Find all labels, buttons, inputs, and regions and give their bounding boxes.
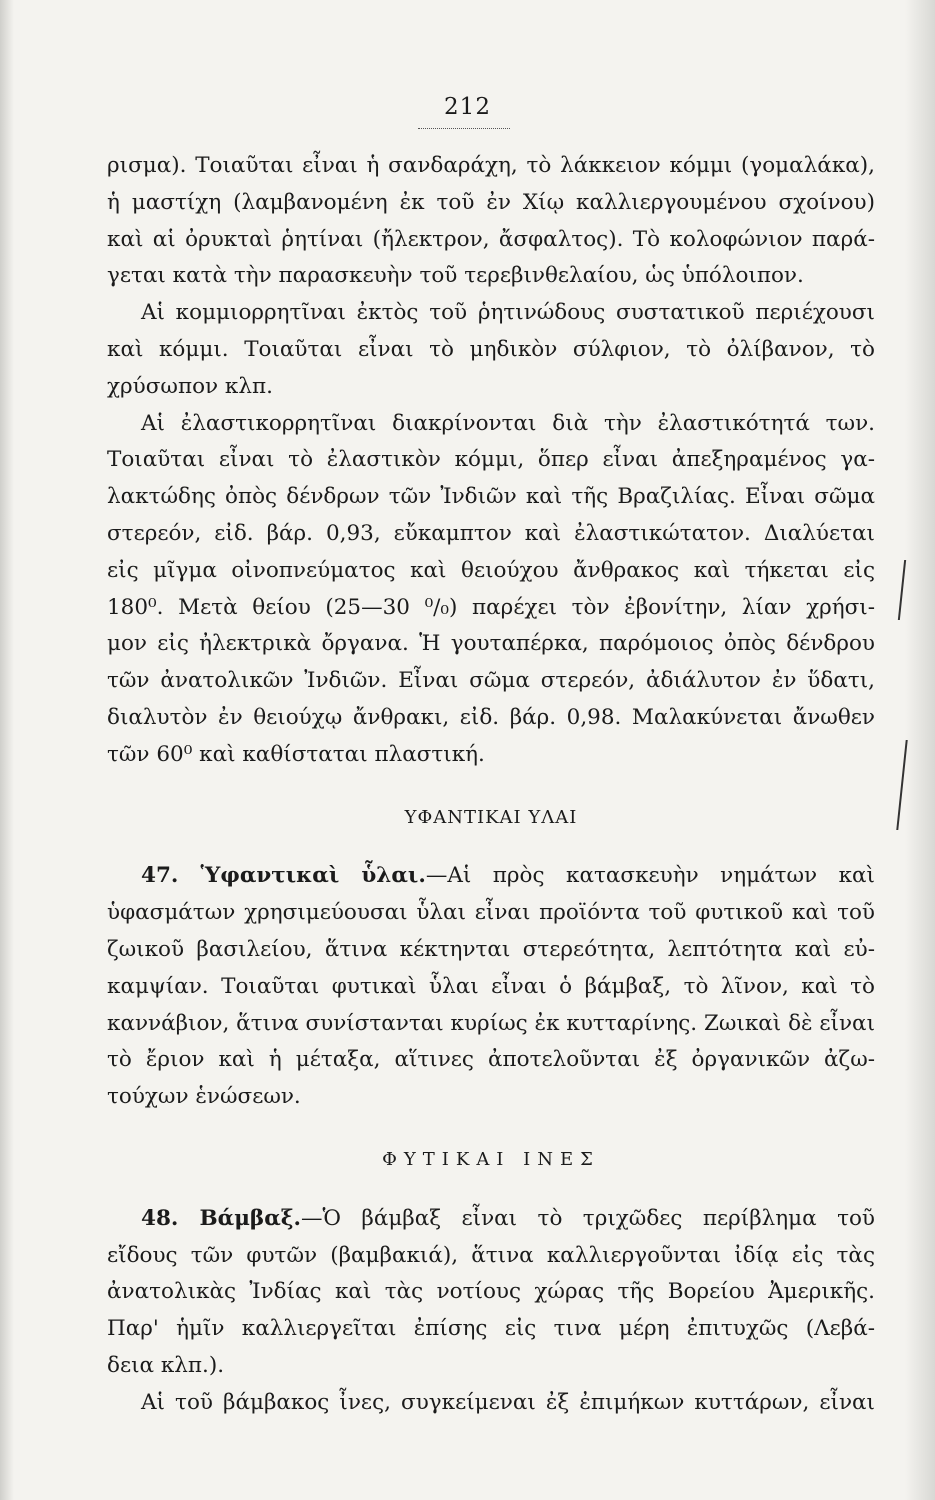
text-line: διαλυτὸν ἐν θειούχῳ ἄνθρακι, εἰδ. βάρ. 0,98. Μαλακύνεται ἄνωθεν	[107, 704, 875, 730]
text-line: εἴδους τῶν φυτῶν (βαμβακιά), ἅτινα καλλιεργοῦνται ἰδίᾳ εἰς τὰς	[107, 1242, 875, 1268]
text-line: Αἱ τοῦ βάμβακος ἶνες, συγκείμεναι ἐξ ἐπιμήκων κυττάρων, εἶναι	[141, 1389, 875, 1415]
page-body	[107, 148, 875, 1422]
text-line: τούχων ἑνώσεων.	[107, 1084, 301, 1110]
text-line: χρύσωπον κλπ.	[107, 373, 273, 399]
text-line: τῶν 60⁰ καὶ καθίσταται πλαστική.	[107, 741, 485, 767]
page-tear-mark	[876, 560, 906, 620]
text-line: Τοιαῦται εἶναι τὸ ἐλαστικὸν κόμμι, ὅπερ εἶναι ἀπεξηραμένος γα-	[107, 447, 875, 473]
text-line: καννάβιον, ἅτινα συνίστανται κυρίως ἐκ κυτταρίνης. Ζωικαὶ δὲ εἶναι	[107, 1010, 875, 1036]
page-header	[0, 94, 935, 120]
section-47-first-line	[107, 858, 875, 895]
text-line: μον εἰς ἠλεκτρικὰ ὄργανα. Ἡ γουταπέρκα, παρόμοιος ὀπὸς δένδρου	[107, 631, 875, 657]
text-line: εἰς μῖγμα οἰνοπνεύματος καὶ θειούχου ἄνθρακος καὶ τήκεται εἰς	[107, 557, 875, 583]
text-line: ζωικοῦ βασιλείου, ἅτινα κέκτηνται στερεότητα, λεπτότητα καὶ εὐ-	[107, 936, 875, 962]
text-line: καμψίαν. Τοιαῦται φυτικαὶ ὗλαι εἶναι ὁ βάμβαξ, τὸ λῖνον, καὶ τὸ	[107, 973, 875, 999]
page-number: 212	[444, 94, 491, 120]
text-line: δεια κλπ.).	[107, 1352, 225, 1378]
text-line: λακτώδης ὀπὸς δένδρων τῶν Ἰνδιῶν καὶ τῆς Βραζιλίας. Εἶναι σῶμα	[107, 484, 875, 510]
text-line: καὶ κόμμι. Τοιαῦται εἶναι τὸ μηδικὸν σύλφιον, τὸ ὀλίβανον, τὸ	[107, 336, 875, 362]
header-rule	[418, 128, 510, 129]
text-line: τῶν ἀνατολικῶν Ἰνδιῶν. Εἶναι σῶμα στερεόν, ἀδιάλυτον ἐν ὕδατι,	[107, 668, 875, 694]
text-line: στερεόν, εἰδ. βάρ. 0,93, εὔκαμπτον καὶ ἐλαστικώτατον. Διαλύεται	[107, 520, 875, 546]
page-edge-shadow-right	[905, 0, 935, 1500]
text-line: ὑφασμάτων χρησιμεύουσαι ὗλαι εἶναι προϊόντα τοῦ φυτικοῦ καὶ τοῦ	[107, 900, 875, 926]
text-line: καὶ αἱ ὀρυκταὶ ῥητίναι (ἤλεκτρον, ἄσφαλτος). Τὸ κολοφώνιον παρά-	[107, 226, 875, 252]
text-line: γεται κατὰ τὴν παρασκευὴν τοῦ τερεβινθελαίου, ὡς ὑπόλοιπον.	[107, 263, 804, 289]
section-47-text: —Αἱ πρὸς κατασκευὴν νημάτων καὶ	[425, 863, 875, 889]
text-line: Παρ' ἡμῖν καλλιεργεῖται ἐπίσης εἰς τινα μέρη ἐπιτυχῶς (Λεβά-	[107, 1316, 875, 1342]
section-48-text: —Ὁ βάμβαξ εἶναι τὸ τριχῶδες περίβλημα τοῦ	[300, 1205, 875, 1231]
text-line: ἡ μαστίχη (λαμβανομένη ἐκ τοῦ ἐν Χίῳ καλλιεργουμένου σχοίνου)	[107, 189, 875, 215]
page-tear-mark	[874, 740, 907, 830]
section-48-first-line	[107, 1201, 875, 1238]
section-47-head: 47. Ὑφαντικαὶ ὗλαι.	[141, 863, 426, 889]
text-line: ἀνατολικὰς Ἰνδίας καὶ τὰς νοτίους χώρας τῆς Βορείου Ἀμερικῆς.	[107, 1279, 875, 1305]
text-line: Αἱ ἐλαστικορρητῖναι διακρίνονται διὰ τὴν ἐλαστικότητά των.	[141, 410, 875, 436]
text-line: 180⁰. Μετὰ θείου (25—30 ⁰/₀) παρέχει τὸν ἐβονίτην, λίαν χρήσι-	[107, 594, 875, 620]
page-edge-shadow-left	[0, 0, 14, 1500]
text-line: Αἱ κομμιορρητῖναι ἐκτὸς τοῦ ῥητινώδους συστατικοῦ περιέχουσι	[141, 300, 875, 326]
section-48-head: 48. Βάμβαξ.	[141, 1205, 301, 1231]
text-line: ρισμα). Τοιαῦται εἶναι ἡ σανδαράχη, τὸ λάκκειον κόμμι (γομαλάκα),	[107, 153, 875, 178]
section-heading: ΦΥΤΙΚΑΙ ΙΝΕΣ	[382, 1148, 600, 1170]
text-line: τὸ ἔριον καὶ ἡ μέταξα, αἵτινες ἀποτελοῦνται ἐξ ὀργανικῶν ἀζω-	[107, 1047, 875, 1073]
section-heading: ΥΦΑΝΤΙΚΑΙ ΥΛΑΙ	[404, 806, 578, 828]
